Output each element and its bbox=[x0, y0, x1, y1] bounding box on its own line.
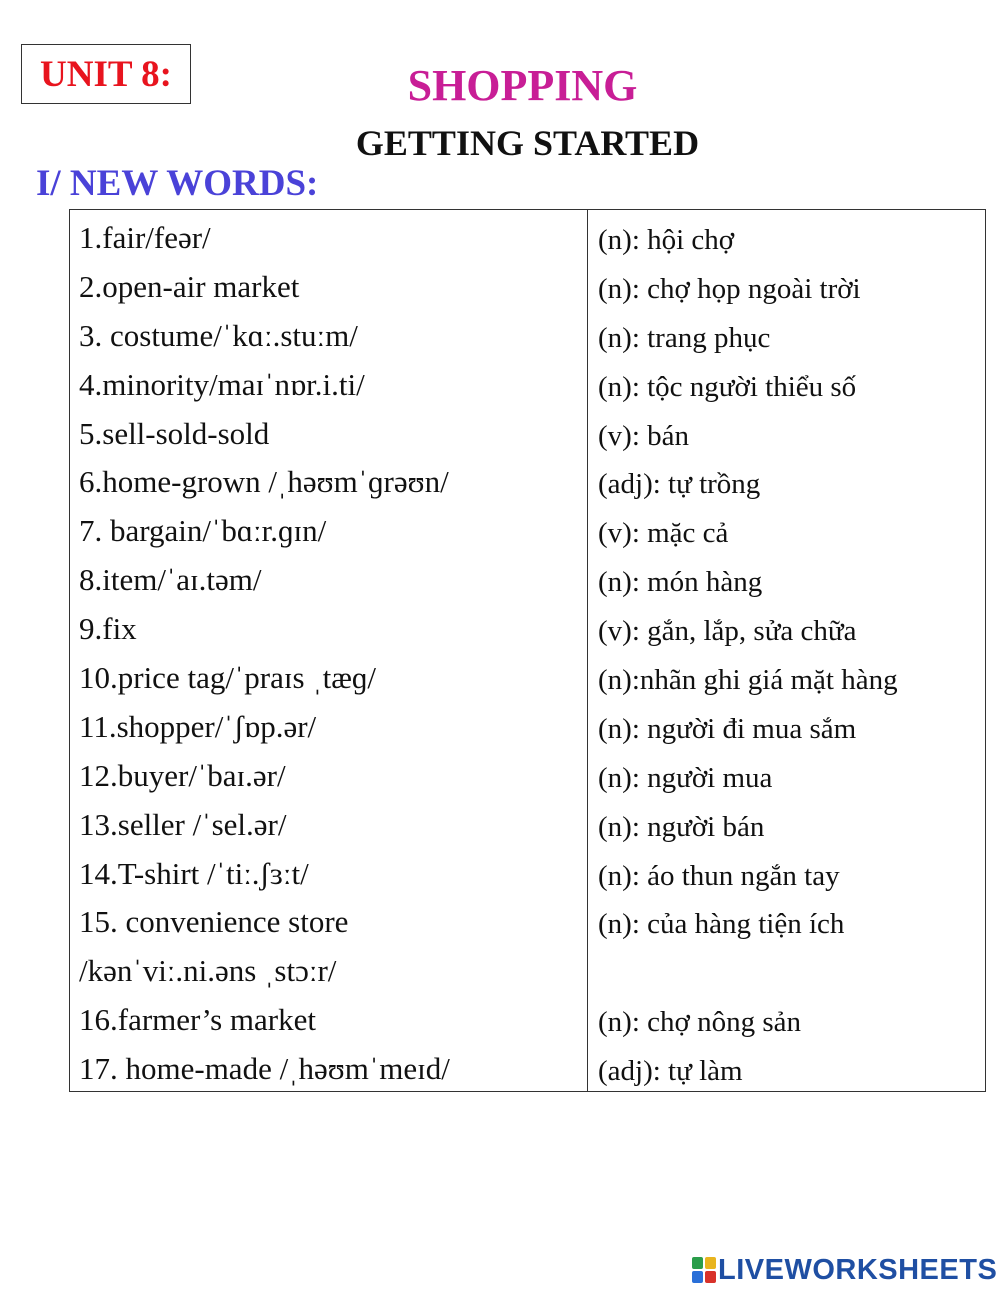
english-term: 1.fair/feər/ bbox=[79, 220, 211, 255]
table-row bbox=[70, 1045, 985, 1094]
english-term: 8.item/ˈaɪ.təm/ bbox=[79, 562, 262, 598]
table-row bbox=[70, 654, 985, 703]
english-term: 5.sell-sold-sold bbox=[79, 415, 270, 451]
table-row bbox=[70, 263, 985, 312]
english-term: 14.T-shirt /ˈtiː.ʃɜːt/ bbox=[79, 855, 309, 891]
vietnamese-meaning: (n): trang phục bbox=[598, 321, 771, 354]
english-term: 16.farmer’s market bbox=[79, 1002, 316, 1038]
liveworksheets-logo[interactable] bbox=[692, 1252, 997, 1288]
table-row bbox=[70, 801, 985, 850]
english-term: 2.open-air market bbox=[79, 268, 300, 304]
english-term: 6.home-grown /ˌhəʊmˈɡrəʊn/ bbox=[79, 464, 449, 500]
english-term: 17. home-made /ˌhəʊmˈmeɪd/ bbox=[79, 1051, 450, 1087]
english-term: 9.fix bbox=[79, 611, 137, 647]
table-row bbox=[70, 410, 985, 459]
page-subtitle: GETTING STARTED bbox=[355, 123, 700, 163]
table-row bbox=[70, 312, 985, 361]
vietnamese-meaning: (n): của hàng tiện ích bbox=[598, 908, 845, 941]
vietnamese-meaning: (n): tộc người thiểu số bbox=[598, 370, 857, 403]
logo-text: LIVEWORKSHEETS bbox=[718, 1253, 998, 1286]
vietnamese-meaning: (n): người mua bbox=[598, 761, 773, 794]
vocabulary-table bbox=[69, 209, 986, 1092]
table-row bbox=[70, 507, 985, 556]
english-term: 7. bargain/ˈbɑːr.ɡɪn/ bbox=[79, 513, 327, 549]
english-term: 12.buyer/ˈbaɪ.ər/ bbox=[79, 757, 286, 793]
vietnamese-meaning: (v): gắn, lắp, sửa chữa bbox=[598, 615, 857, 648]
table-row bbox=[70, 752, 985, 801]
table-row bbox=[70, 703, 985, 752]
unit-label: UNIT 8: bbox=[40, 53, 172, 95]
table-row bbox=[70, 361, 985, 410]
english-term: 10.price tag/ˈpraɪs ˌtæɡ/ bbox=[79, 660, 376, 696]
vietnamese-meaning: (adj): tự làm bbox=[598, 1055, 743, 1088]
table-row bbox=[70, 458, 985, 507]
english-term: 13.seller /ˈsel.ər/ bbox=[79, 806, 287, 842]
vietnamese-meaning: (n): hội chợ bbox=[598, 224, 735, 256]
english-term: 11.shopper/ˈʃɒp.ər/ bbox=[79, 708, 317, 744]
vietnamese-meaning: (v): mặc cả bbox=[598, 517, 729, 550]
table-row bbox=[70, 556, 985, 605]
table-row bbox=[70, 850, 985, 899]
table-row bbox=[70, 605, 985, 654]
table-row bbox=[70, 898, 985, 947]
page-title: SHOPPING bbox=[407, 61, 638, 110]
vietnamese-meaning: (v): bán bbox=[598, 419, 689, 452]
liveworksheets-logo-icon bbox=[692, 1257, 716, 1283]
vietnamese-meaning: (adj): tự trồng bbox=[598, 468, 761, 501]
vietnamese-meaning: (n): người đi mua sắm bbox=[598, 712, 857, 745]
table-row bbox=[70, 947, 985, 996]
unit-label-box bbox=[21, 44, 191, 104]
vietnamese-meaning: (n):nhãn ghi giá mặt hàng bbox=[598, 664, 898, 697]
english-term: 15. convenience store bbox=[79, 904, 349, 940]
section-heading: I/ NEW WORDS: bbox=[36, 163, 319, 204]
vietnamese-meaning: (n): chợ nông sản bbox=[598, 1006, 801, 1039]
vietnamese-meaning: (n): áo thun ngắn tay bbox=[598, 859, 840, 892]
vietnamese-meaning: (n): người bán bbox=[598, 810, 765, 843]
english-term: 3. costume/ˈkɑː.stuːm/ bbox=[79, 317, 358, 353]
vocabulary-rows bbox=[70, 214, 985, 1094]
table-row bbox=[70, 996, 985, 1045]
english-term: 4.minority/maɪˈnɒr.i.ti/ bbox=[79, 366, 365, 402]
vietnamese-meaning: (n): chợ họp ngoài trời bbox=[598, 272, 861, 305]
table-row bbox=[70, 214, 985, 263]
vietnamese-meaning: (n): món hàng bbox=[598, 566, 763, 599]
english-term: /kənˈviː.ni.əns ˌstɔːr/ bbox=[79, 953, 337, 989]
